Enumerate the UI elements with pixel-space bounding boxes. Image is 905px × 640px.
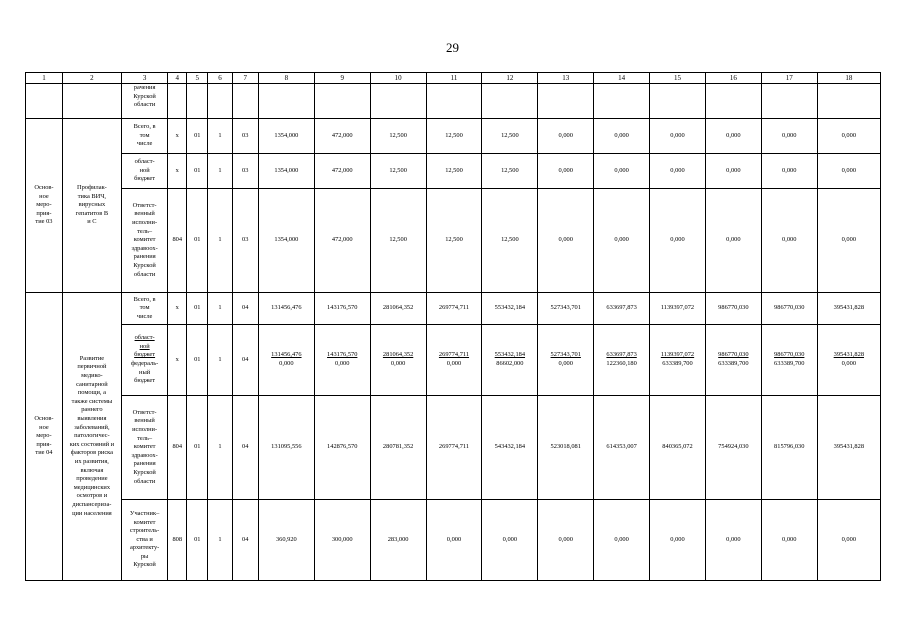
- cell-value: 12,500: [370, 154, 426, 189]
- cell-c4: x: [168, 293, 187, 325]
- cell-value: 0,000: [705, 500, 761, 581]
- value-federal: 0,000: [841, 360, 857, 367]
- value-regional: 633697,873: [606, 351, 637, 359]
- value-federal: 633389,700: [662, 360, 693, 367]
- cell-c6: 1: [208, 500, 232, 581]
- cell-col3: рачения Курской области: [121, 84, 167, 119]
- table-row: [26, 500, 881, 581]
- cell-c5: 01: [187, 325, 208, 396]
- value-federal: 0,000: [335, 360, 350, 367]
- header-cell-4: 4: [168, 73, 187, 84]
- cell-value: 553432,184: [482, 293, 538, 325]
- cell-c5: 01: [187, 396, 208, 500]
- cell-value: 0,000: [650, 189, 706, 293]
- cell-c6: 1: [208, 325, 232, 396]
- cell-value: 754924,030: [705, 396, 761, 500]
- header-cell-5: 5: [187, 73, 208, 84]
- cell-c4: 804: [168, 189, 187, 293]
- budget-federal: федераль- ный бюджет: [130, 360, 159, 385]
- cell-value: 0,000: [650, 154, 706, 189]
- cell-value: 0,000: [705, 119, 761, 154]
- measure-03-name: Основ- ное меро- прия- тие 03: [26, 119, 63, 293]
- header-cell-9: 9: [314, 73, 370, 84]
- value-regional: 395431,828: [833, 351, 865, 359]
- cell-value: 0,000: [761, 500, 817, 581]
- cell-value: 0,000: [705, 189, 761, 293]
- cell-value: 395431,828: [817, 396, 880, 500]
- cell-c7: 03: [232, 189, 258, 293]
- cell-value: 281064,352: [370, 293, 426, 325]
- cell-value: 840365,072: [650, 396, 706, 500]
- cell-value: 0,000: [482, 500, 538, 581]
- header-cell-16: 16: [705, 73, 761, 84]
- cell-c7: 04: [232, 325, 258, 396]
- cell-c7: 03: [232, 154, 258, 189]
- value-regional: 1139397,072: [660, 351, 695, 359]
- cell-value: 986770,030: [705, 293, 761, 325]
- cell-c5: 01: [187, 119, 208, 154]
- cell-value: 0,000: [650, 119, 706, 154]
- cell-value: 1139397,072: [650, 293, 706, 325]
- budget-table: [25, 72, 881, 581]
- value-federal: 633389,700: [718, 360, 749, 367]
- cell-c5: 01: [187, 189, 208, 293]
- value-regional: 986770,030: [718, 351, 749, 359]
- cell-value: 143176,570: [314, 293, 370, 325]
- cell-value: 12,500: [426, 189, 482, 293]
- cell-col3: Ответст- венный исполни- тель– комитет здравоох- ранения Курской области: [121, 396, 167, 500]
- cell-c6: 1: [208, 396, 232, 500]
- header-cell-7: 7: [232, 73, 258, 84]
- cell-c6: 1: [208, 154, 232, 189]
- header-cell-17: 17: [761, 73, 817, 84]
- cell-col3: Всего, в том числе: [121, 293, 167, 325]
- measure-03-title: Профилак- тика ВИЧ, вирусных гепатитов В и С: [62, 119, 121, 293]
- cell-value-pair: [482, 325, 538, 396]
- cell-value: 527343,701: [538, 293, 594, 325]
- cell-value-pair: [705, 325, 761, 396]
- header-cell-1: 1: [26, 73, 63, 84]
- cell-value-pair: [538, 325, 594, 396]
- value-regional: 131456,476: [271, 351, 302, 359]
- cell-c7: 04: [232, 396, 258, 500]
- measure-04-name: Основ- ное меро- прия- тие 04: [26, 293, 63, 581]
- cell-value: 0,000: [538, 500, 594, 581]
- cell-col3: Всего, в том числе: [121, 119, 167, 154]
- cell-value: 1354,000: [258, 189, 314, 293]
- value-regional: 269774,711: [438, 351, 470, 359]
- cell-value: 0,000: [761, 189, 817, 293]
- cell-value: 269774,711: [426, 396, 482, 500]
- value-regional: 553432,184: [494, 351, 526, 359]
- cell-value: 633697,873: [594, 293, 650, 325]
- page-number: 29: [446, 40, 459, 55]
- cell-value: 1354,000: [258, 119, 314, 154]
- cell-c5: 01: [187, 293, 208, 325]
- value-federal: 0,000: [279, 360, 294, 367]
- value-federal: 122360,180: [606, 360, 637, 367]
- cell-value: 280781,352: [370, 396, 426, 500]
- header-row: [26, 73, 881, 84]
- cell-value: 0,000: [538, 119, 594, 154]
- cell-col3: [121, 325, 167, 396]
- cell-value-pair: [817, 325, 880, 396]
- cell-value: 0,000: [594, 500, 650, 581]
- header-cell-10: 10: [370, 73, 426, 84]
- header-cell-3: 3: [121, 73, 167, 84]
- cell-value: 142876,570: [314, 396, 370, 500]
- cell-value: 12,500: [426, 119, 482, 154]
- header-cell-13: 13: [538, 73, 594, 84]
- cell-value: 815796,030: [761, 396, 817, 500]
- cell-c6: 1: [208, 189, 232, 293]
- cell-c4: 808: [168, 500, 187, 581]
- value-regional: 281064,352: [382, 351, 414, 359]
- cell-value: 1354,000: [258, 154, 314, 189]
- cell-value: 12,500: [370, 189, 426, 293]
- value-federal: 0,000: [558, 360, 573, 367]
- cell-c4: x: [168, 325, 187, 396]
- cell-value: 12,500: [370, 119, 426, 154]
- cell-value: 12,500: [482, 119, 538, 154]
- cell-col3: Участник– комитет строитель- ства и архитекту- ры Курской: [121, 500, 167, 581]
- cell-value: 12,500: [482, 189, 538, 293]
- header-cell-6: 6: [208, 73, 232, 84]
- value-federal: 633389,700: [774, 360, 805, 367]
- value-regional: 527343,701: [550, 351, 581, 359]
- cell-c7: 04: [232, 500, 258, 581]
- measure-04-title: Развитие первичной медико- санитарной помощи, а также системы раннего выявления заболеваний, патологичес- ких состояний и факторов риска их развития, включая проведение медицинских осмотров и диспансериза- ции населения: [62, 293, 121, 581]
- table-row: [26, 293, 881, 325]
- cell-value-pair: [761, 325, 817, 396]
- cell-c4: 804: [168, 396, 187, 500]
- table-row: [26, 325, 881, 396]
- budget-regional: област- ной бюджет: [134, 334, 156, 359]
- cell-value-pair: [258, 325, 314, 396]
- cell-value: 543432,184: [482, 396, 538, 500]
- cell-value: 986770,030: [761, 293, 817, 325]
- cell-c6: 1: [208, 293, 232, 325]
- table-row: [26, 396, 881, 500]
- cell-value-pair: [314, 325, 370, 396]
- cell-c7: 03: [232, 119, 258, 154]
- header-cell-8: 8: [258, 73, 314, 84]
- cell-value: 523018,081: [538, 396, 594, 500]
- cell-value-pair: [426, 325, 482, 396]
- cell-value: 472,000: [314, 119, 370, 154]
- cell-value: 131095,556: [258, 396, 314, 500]
- cell-value: 283,000: [370, 500, 426, 581]
- cell-value: 395431,828: [817, 293, 880, 325]
- header-cell-11: 11: [426, 73, 482, 84]
- cell-value: 0,000: [817, 189, 880, 293]
- value-federal: 0,000: [390, 360, 406, 367]
- value-regional: 143176,570: [327, 351, 358, 359]
- cell-value: 472,000: [314, 154, 370, 189]
- table-row: [26, 189, 881, 293]
- cell-value: 0,000: [594, 154, 650, 189]
- cell-value-pair: [594, 325, 650, 396]
- table-row: [26, 154, 881, 189]
- cell-col3: област- ной бюджет: [121, 154, 167, 189]
- cell-value: 12,500: [482, 154, 538, 189]
- cell-value: 0,000: [594, 119, 650, 154]
- cell-c6: 1: [208, 119, 232, 154]
- cell-value: 131456,476: [258, 293, 314, 325]
- table-row: [26, 84, 881, 119]
- cell-value: 0,000: [817, 154, 880, 189]
- cell-value: 0,000: [426, 500, 482, 581]
- value-regional: 986770,030: [774, 351, 805, 359]
- table-row: [26, 119, 881, 154]
- value-federal: 0,000: [446, 360, 462, 367]
- cell-value: 300,000: [314, 500, 370, 581]
- value-federal: 86602,000: [496, 360, 524, 367]
- cell-value: 360,920: [258, 500, 314, 581]
- cell-c5: 01: [187, 500, 208, 581]
- cell-col3: Ответст- венный исполни- тель– комитет здравоох- ранения Курской области: [121, 189, 167, 293]
- header-cell-2: 2: [62, 73, 121, 84]
- cell-value: 0,000: [705, 154, 761, 189]
- cell-value: 0,000: [817, 119, 880, 154]
- header-cell-15: 15: [650, 73, 706, 84]
- cell-value: 0,000: [817, 500, 880, 581]
- cell-value: 614353,007: [594, 396, 650, 500]
- cell-c4: x: [168, 154, 187, 189]
- header-cell-18: 18: [817, 73, 880, 84]
- cell-value: 12,500: [426, 154, 482, 189]
- cell-value: 0,000: [761, 154, 817, 189]
- cell-c5: 01: [187, 154, 208, 189]
- cell-value: 0,000: [761, 119, 817, 154]
- header-cell-12: 12: [482, 73, 538, 84]
- cell-value: 0,000: [538, 189, 594, 293]
- cell-value: 269774,711: [426, 293, 482, 325]
- cell-c4: x: [168, 119, 187, 154]
- cell-value: 0,000: [538, 154, 594, 189]
- cell-value: 0,000: [594, 189, 650, 293]
- cell-value-pair: [370, 325, 426, 396]
- cell-value-pair: [650, 325, 706, 396]
- cell-value: 0,000: [650, 500, 706, 581]
- cell-value: 472,000: [314, 189, 370, 293]
- header-cell-14: 14: [594, 73, 650, 84]
- cell-c7: 04: [232, 293, 258, 325]
